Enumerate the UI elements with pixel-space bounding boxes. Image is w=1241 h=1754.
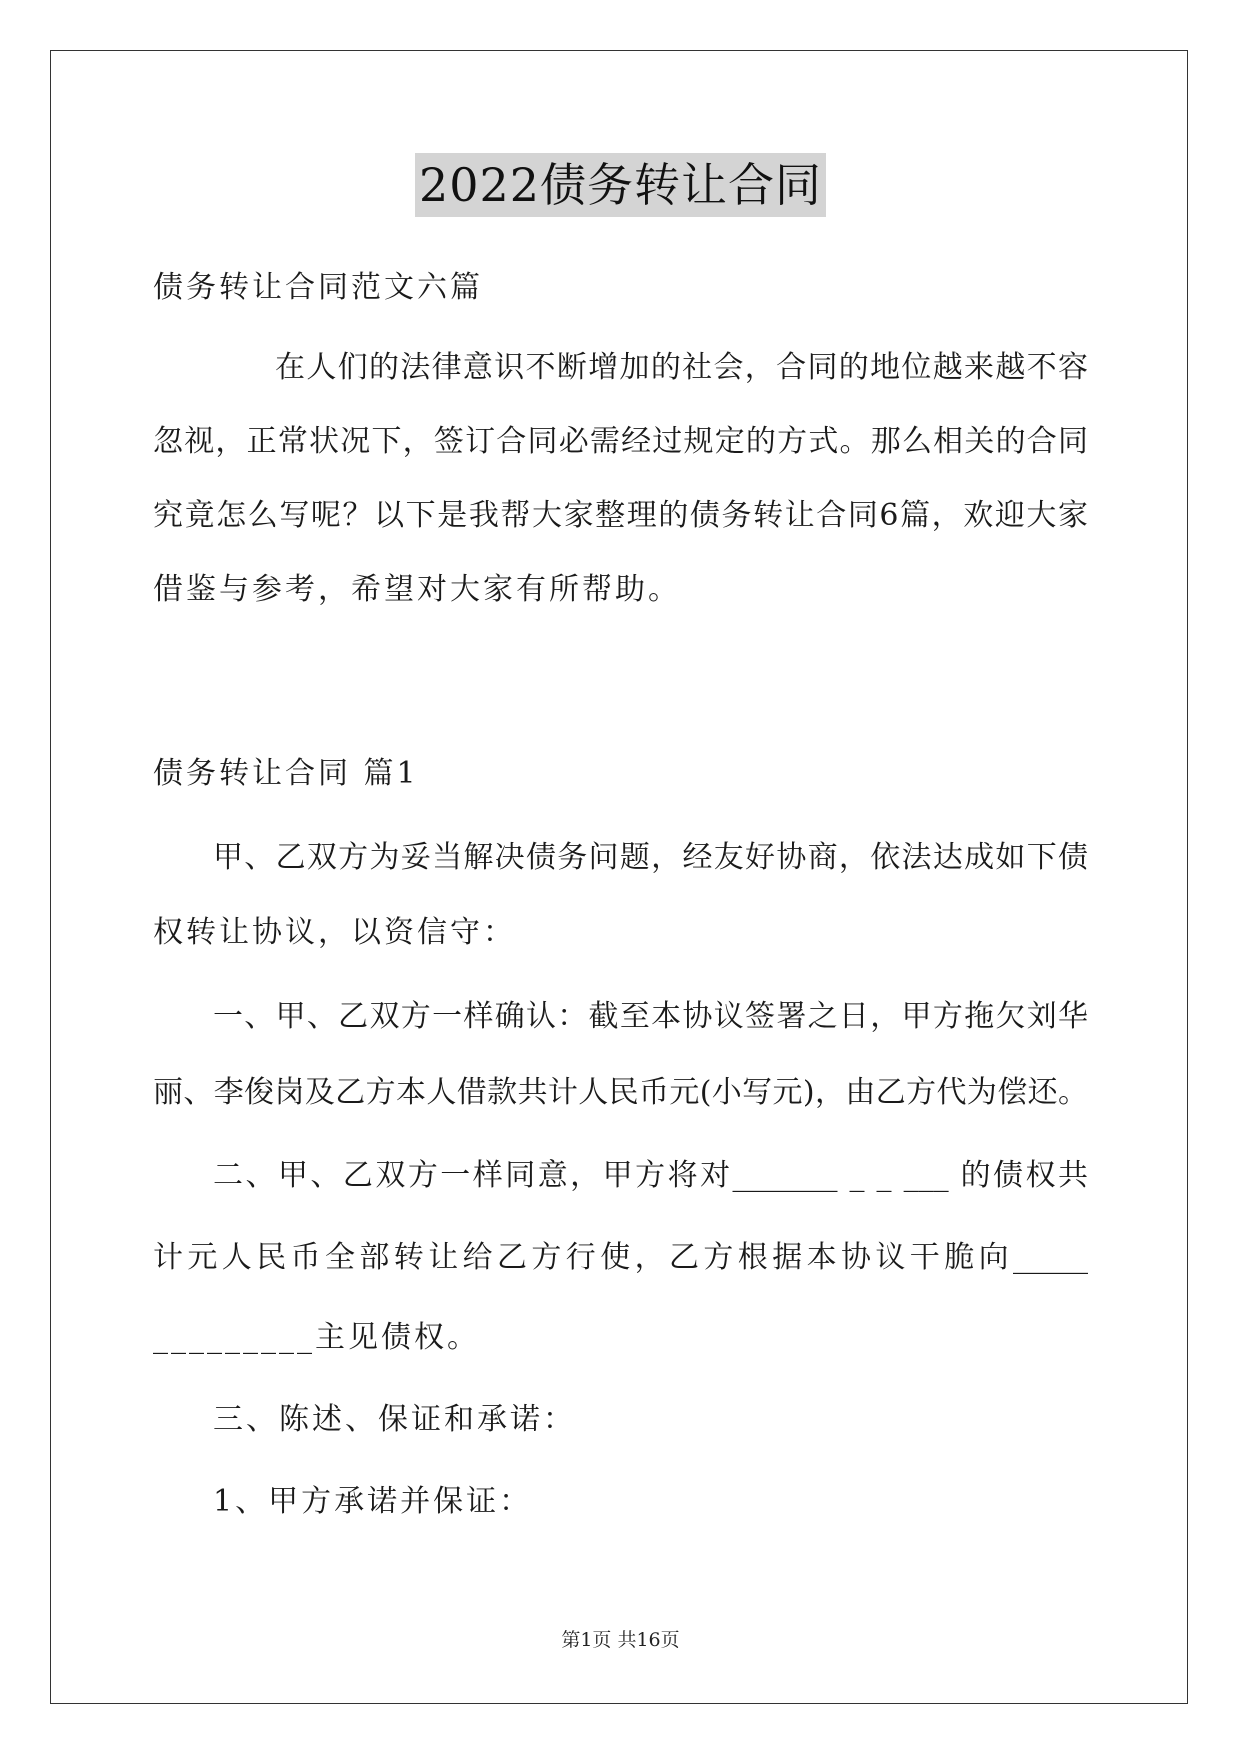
paragraph-line: 权转让协议，以资信守： [153,915,516,950]
paragraph-line: 究竟怎么写呢？以下是我帮大家整理的债务转让合同6篇，欢迎大家 [153,498,1088,533]
document-title: 2022债务转让合同 [415,153,826,217]
subtitle-line: 债务转让合同范文六篇 [153,270,483,305]
section-heading: 债务转让合同 篇1 [153,756,419,791]
paragraph-line: 计元人民币全部转让给乙方行使，乙方根据本协议干脆向_____ [153,1240,1088,1275]
paragraph-line: _________主见债权。 [153,1320,480,1355]
paragraph-line: 丽、李俊岗及乙方本人借款共计人民币元(小写元)，由乙方代为偿还。 [153,1075,1088,1110]
paragraph-line: 三、陈述、保证和承诺： [213,1402,576,1437]
paragraph-line: 借鉴与参考，希望对大家有所帮助。 [153,572,681,607]
title-wrapper [0,153,1241,217]
paragraph-line: 1、甲方承诺并保证： [213,1484,533,1519]
page-footer: 第1页 共16页 [561,1629,680,1651]
paragraph-line: 甲、乙双方为妥当解决债务问题，经友好协商，依法达成如下债 [213,840,1088,875]
paragraph-line: 二、甲、乙双方一样同意，甲方将对_______ _ _ ___ 的债权共 [213,1158,1088,1193]
paragraph-line: 忽视，正常状况下，签订合同必需经过规定的方式。那么相关的合同 [153,424,1088,459]
paragraph-line: 一、甲、乙双方一样确认：截至本协议签署之日，甲方拖欠刘华 [213,999,1088,1034]
paragraph-line: 在人们的法律意识不断增加的社会，合同的地位越来越不容 [275,350,1088,385]
